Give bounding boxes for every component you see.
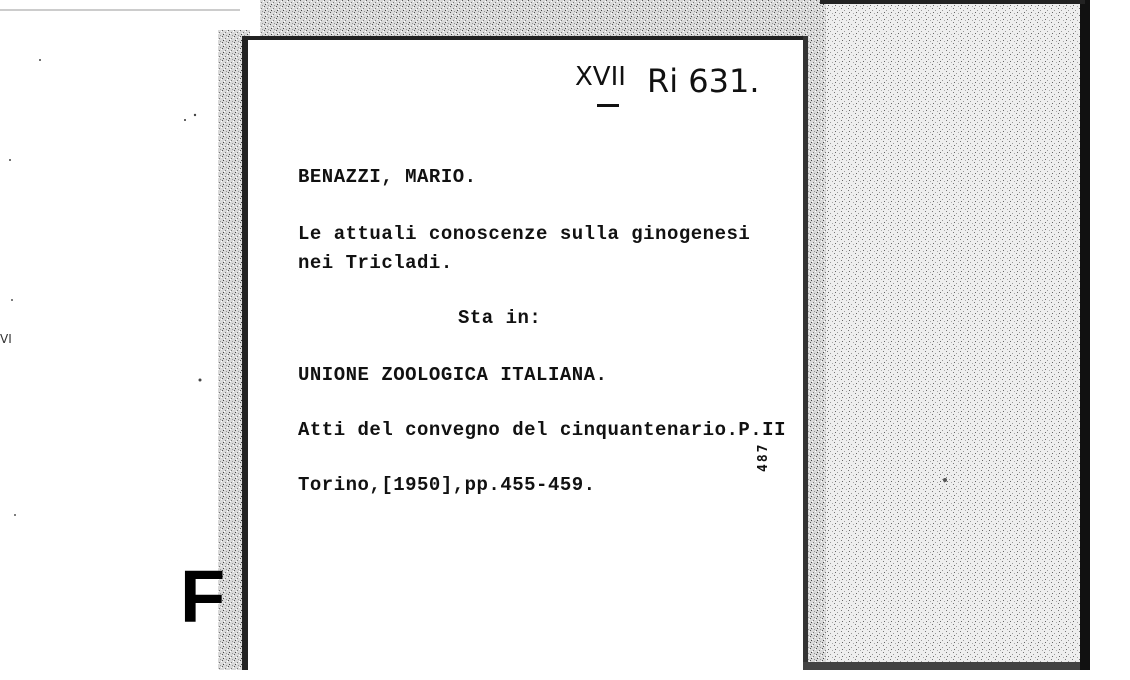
in-label: Sta in:: [458, 307, 542, 329]
title-line-1: Le attuali conoscenze sulla ginogenesi: [298, 223, 751, 245]
catalog-card: [248, 40, 803, 680]
series-title: Atti del convegno del cinquantenario.P.II: [298, 419, 786, 441]
margin-text: VI: [0, 332, 12, 346]
imprint: Torino,[1950],pp.455-459.: [298, 474, 596, 496]
stamp-number: 487: [756, 442, 771, 472]
call-number-underline: [597, 104, 619, 107]
publisher: UNIONE ZOOLOGICA ITALIANA.: [298, 364, 608, 386]
author-heading: BENAZZI, MARIO.: [298, 166, 477, 188]
drawer-letter: F: [180, 555, 226, 638]
title-line-2: nei Tricladi.: [298, 252, 453, 274]
call-number-series: XVII: [575, 62, 626, 92]
call-number-shelf: Ri 631.: [647, 62, 760, 100]
